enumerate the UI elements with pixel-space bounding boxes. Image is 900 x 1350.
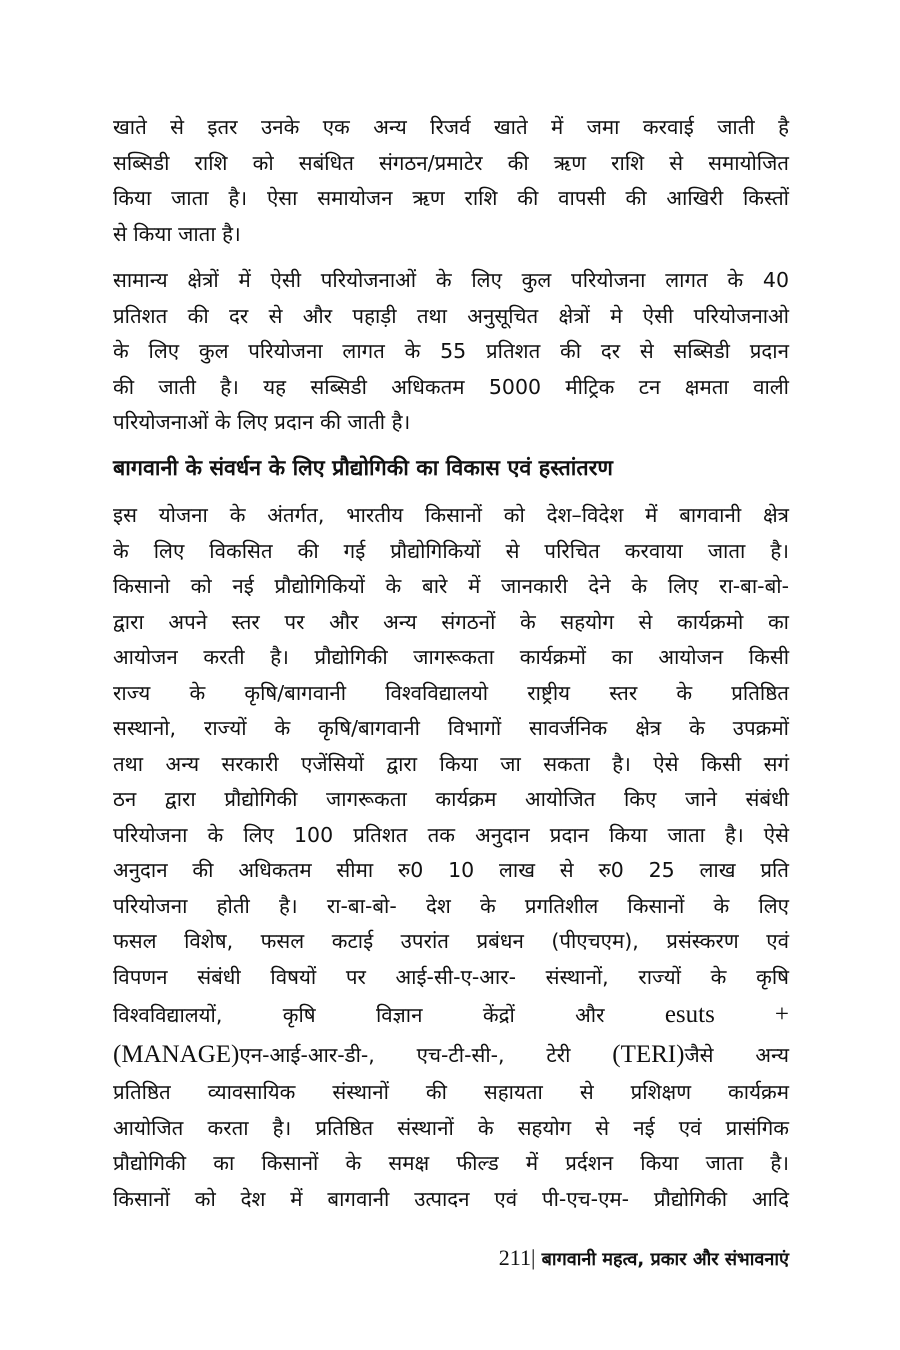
text-line: प्रतिष्ठित व्यावसायिक संस्थानों की सहायता से प्रशिक्षण कार्यक्रम (113, 1080, 789, 1104)
text-line: प्रौद्योगिकी का किसानों के समक्ष फील्ड में प्रर्दशन किया जाता है। (113, 1151, 789, 1175)
latin-text-segment: esuts + (664, 1001, 789, 1028)
text-line: इस योजना के अंतर्गत, भारतीय किसानों को देश–विदेश में बागवानी क्षेत्र (113, 503, 789, 527)
text-line: के लिए विकसित की गई प्रौद्योगिकियों से परिचित करवाया जाता है। (113, 538, 789, 563)
paragraph-subsidy-adjustment (113, 110, 789, 252)
book-title: बागवानी महत्व, प्रकार और संभावनाएं (535, 1249, 789, 1270)
page-footer (452, 1243, 789, 1275)
text-line: आयोजन करती है। प्रौद्योगिकी जागरूकता कार्यक्रमों का आयोजन किसी (113, 645, 789, 669)
text-line: ठन द्वारा प्रौद्योगिकी जागरूकता कार्यक्रम आयोजित किए जाने संबंधी (113, 787, 789, 811)
text-line: आयोजित करता है। प्रतिष्ठित संस्थानों के सहयोग से नई एवं प्रासंगिक (113, 1115, 789, 1140)
section-heading: बागवानी के संवर्धन के लिए प्रौद्योगिकी का विकास एवं हस्तांतरण (113, 456, 613, 481)
text-line: सब्सिडी राशि को सबंधित संगठन/प्रमाटेर की ऋण राशि से समायोजित (113, 150, 789, 175)
text-line: प्रतिशत की दर से और पहाड़ी तथा अनुसूचित क्षेत्रों मे ऐसी परियोजनाओ (113, 303, 789, 328)
text-line: किसानो को नई प्रौद्योगिकियों के बारे में जानकारी देने के लिए रा-बा-बो- (113, 574, 789, 598)
text-line: से किया जाता है। (113, 221, 241, 246)
text-line: के लिए कुल परियोजना लागत के 55 प्रतिशत की दर से सब्सिडी प्रदान (113, 339, 789, 363)
text-line: तथा अन्य सरकारी एजेंसियों द्वारा किया जा सकता है। ऐसे किसी सगं (113, 751, 789, 776)
text-segment: विश्वविद्यालयों, कृषि विज्ञान केंद्रों और (113, 1003, 665, 1027)
text-line: सामान्य क्षेत्रों में ऐसी परियोजनाओं के लिए कुल परियोजना लागत के 40 (113, 268, 789, 292)
paragraph-technology-transfer (113, 498, 789, 1217)
text-line: विपणन संबंधी विषयों पर आई-सी-ए-आर- संस्थानों, राज्यों के कृषि (113, 964, 789, 989)
latin-text-segment: (MANAGE) (113, 1041, 240, 1068)
text-line: की जाती है। यह सब्सिडी अधिकतम 5000 मीट्रिक टन क्षमता वाली (113, 374, 789, 399)
text-segment: जैसे अन्य (684, 1043, 789, 1067)
text-line: किया जाता है। ऐसा समायोजन ऋण राशि की वापसी की आखिरी किस्तों (113, 186, 789, 210)
text-line: खाते से इतर उनके एक अन्य रिजर्व खाते में जमा करवाई जाती है (113, 115, 789, 139)
text-line: द्वारा अपने स्तर पर और अन्य संगठनों के सहयोग से कार्यक्रमो का (113, 609, 789, 634)
text-line: फसल विशेष, फसल कटाई उपरांत प्रबंधन (पीएचएम), प्रसंस्करण एवं (113, 929, 789, 953)
page-number: 211| (498, 1245, 536, 1270)
text-line: किसानों को देश में बागवानी उत्पादन एवं पी-एच-एम- प्रौद्योगिकी आदि (113, 1186, 789, 1211)
text-line: राज्य के कृषि/बागवानी विश्वविद्यालयो राष्ट्रीय स्तर के प्रतिष्ठित (113, 680, 789, 705)
text-line (113, 995, 789, 1035)
paragraph-subsidy-rates (113, 263, 789, 441)
text-line (113, 1035, 789, 1075)
text-line: परियोजना होती है। रा-बा-बो- देश के प्रगतिशील किसानों के लिए (113, 893, 789, 918)
text-line: सस्थानो, राज्यों के कृषि/बागवानी विभागों सावर्जनिक क्षेत्र के उपक्रमों (113, 716, 789, 740)
text-line: अनुदान की अधिकतम सीमा रु0 10 लाख से रु0 25 लाख प्रति (113, 858, 789, 882)
text-line: परियोजनाओं के लिए प्रदान की जाती है। (113, 410, 411, 434)
text-line: परियोजना के लिए 100 प्रतिशत तक अनुदान प्रदान किया जाता है। ऐसे (113, 822, 789, 847)
latin-text-segment: (TERI) (612, 1041, 685, 1068)
text-segment: एन-आई-आर-डी-, एच-टी-सी-, टेरी (239, 1043, 613, 1067)
